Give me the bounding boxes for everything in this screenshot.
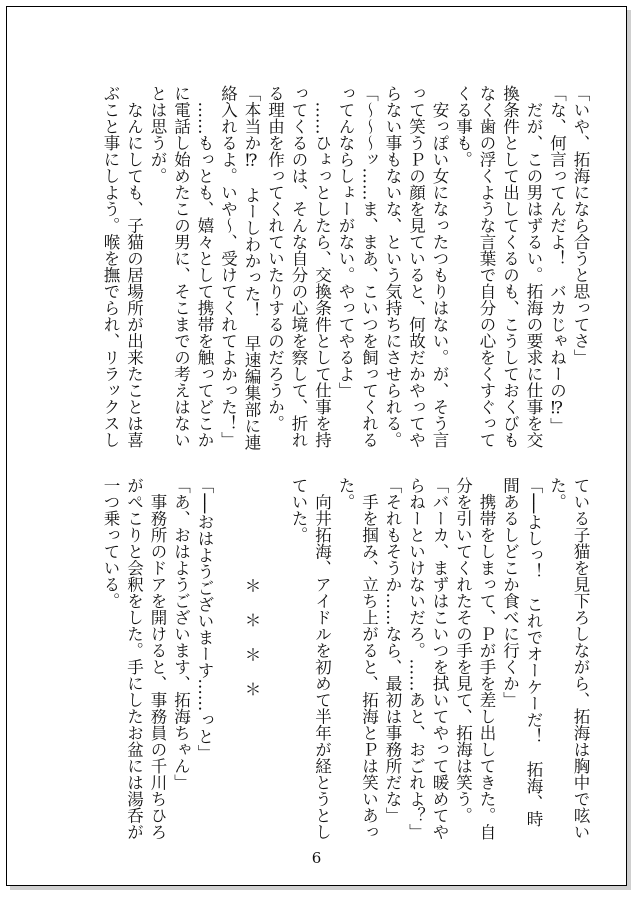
text-line: る理由を作ってくれていたりするのだろうか。 [265,85,285,432]
text-line: 一つ乗っている。 [101,477,120,609]
text-line: 絡入れるよ。いや～、受けてくれてよかった！」 [218,85,238,448]
text-line: 「それもそうか……なら、最初は事務所だな」 [383,477,402,824]
document-page [6,6,627,886]
text-line: らねーといけないだろ。……あと、おごれよ？」 [406,477,426,840]
text-line: なんにしても、子猫の居場所が出来たことは喜 [124,85,144,448]
text-line: 分を引いてくれたその手を見て、拓海は笑う。 [453,477,473,824]
text-line: ぶこと事にしよう。喉を撫でられ、リラックスし [101,85,120,448]
text-line: 換条件として出してくるのも、こうしておくびも [500,85,520,448]
text-block-lower [99,477,593,847]
text-line: ってんならしょーがない。やってやるよ」 [336,85,355,399]
text-line: 向井拓海、アイドルを初めて半年が経とうとし [312,477,332,840]
text-line: ……もっとも、嬉々として携帯を触ってどこか [195,85,214,448]
text-line: た。 [547,477,567,510]
blank-line [263,477,287,847]
text-line: 「あ、おはようございます、拓海ちゃん」 [171,477,191,791]
text-line: だが、この男はずるい。拓海の要求に仕事を交 [524,85,543,448]
text-line: なく歯の浮くような言葉で自分の心をくすぐって [477,85,496,448]
text-line: がぺこりと会釈をした。手にしたお盆には湯呑が [124,477,144,840]
section-break: ＊＊＊＊ [242,577,261,715]
text-line: ていた。 [289,477,308,543]
text-line: らない事もないな、という気持ちにさせられる。 [383,85,402,448]
text-line: た。 [336,477,355,510]
text-line: ってくるのは、そんな自分の心境を察して、折れ [289,85,308,448]
text-line: 安っぽい女になったつもりはない。が、そう言 [430,85,449,448]
text-line: 間あるしどこか食べに行くか」 [500,477,520,708]
text-line: 「──おはようございまーす……っと」 [195,477,214,761]
blank-line [216,477,240,847]
text-line: 「──よしっ！ これでオーケーだ！ 拓海、時 [524,477,543,827]
text-line: 「本当か⁉ よーしわかった！ 早速編集部に連 [242,85,261,451]
text-line: に電話し始めたこの男に、そこまでの考えはない [171,85,191,448]
page-number: 6 [311,849,322,867]
text-line: 「バーカ、まずはこいつを拭いてやって暖めてや [430,477,449,840]
text-line: 手を掴み、立ち上がると、拓海とＰは笑いあっ [359,477,379,840]
text-line: って笑うＰの顔を見ていると、何故だかやってや [406,85,426,448]
text-line: とは思うが。 [148,85,167,184]
text-line: 事務所のドアを開けると、事務員の千川ちひろ [148,477,167,840]
text-block-upper [99,85,593,455]
text-line: ている子猫を見下ろしながら、拓海は胸中で呟い [571,477,590,840]
text-line: 「～～～ッ……ま、まあ、こいつを飼ってくれる [359,85,379,448]
text-line: ……ひょっとしたら、交換条件として仕事を持 [312,85,332,448]
text-line: 「いや、拓海になら合うと思ってさ」 [571,85,590,366]
text-line: くる事も。 [453,85,473,168]
text-line: 「な、何言ってんだよ！ バカじゃねーの⁉」 [547,85,567,434]
text-line: 携帯をしまって、Ｐが手を差し出してきた。自 [477,477,496,840]
